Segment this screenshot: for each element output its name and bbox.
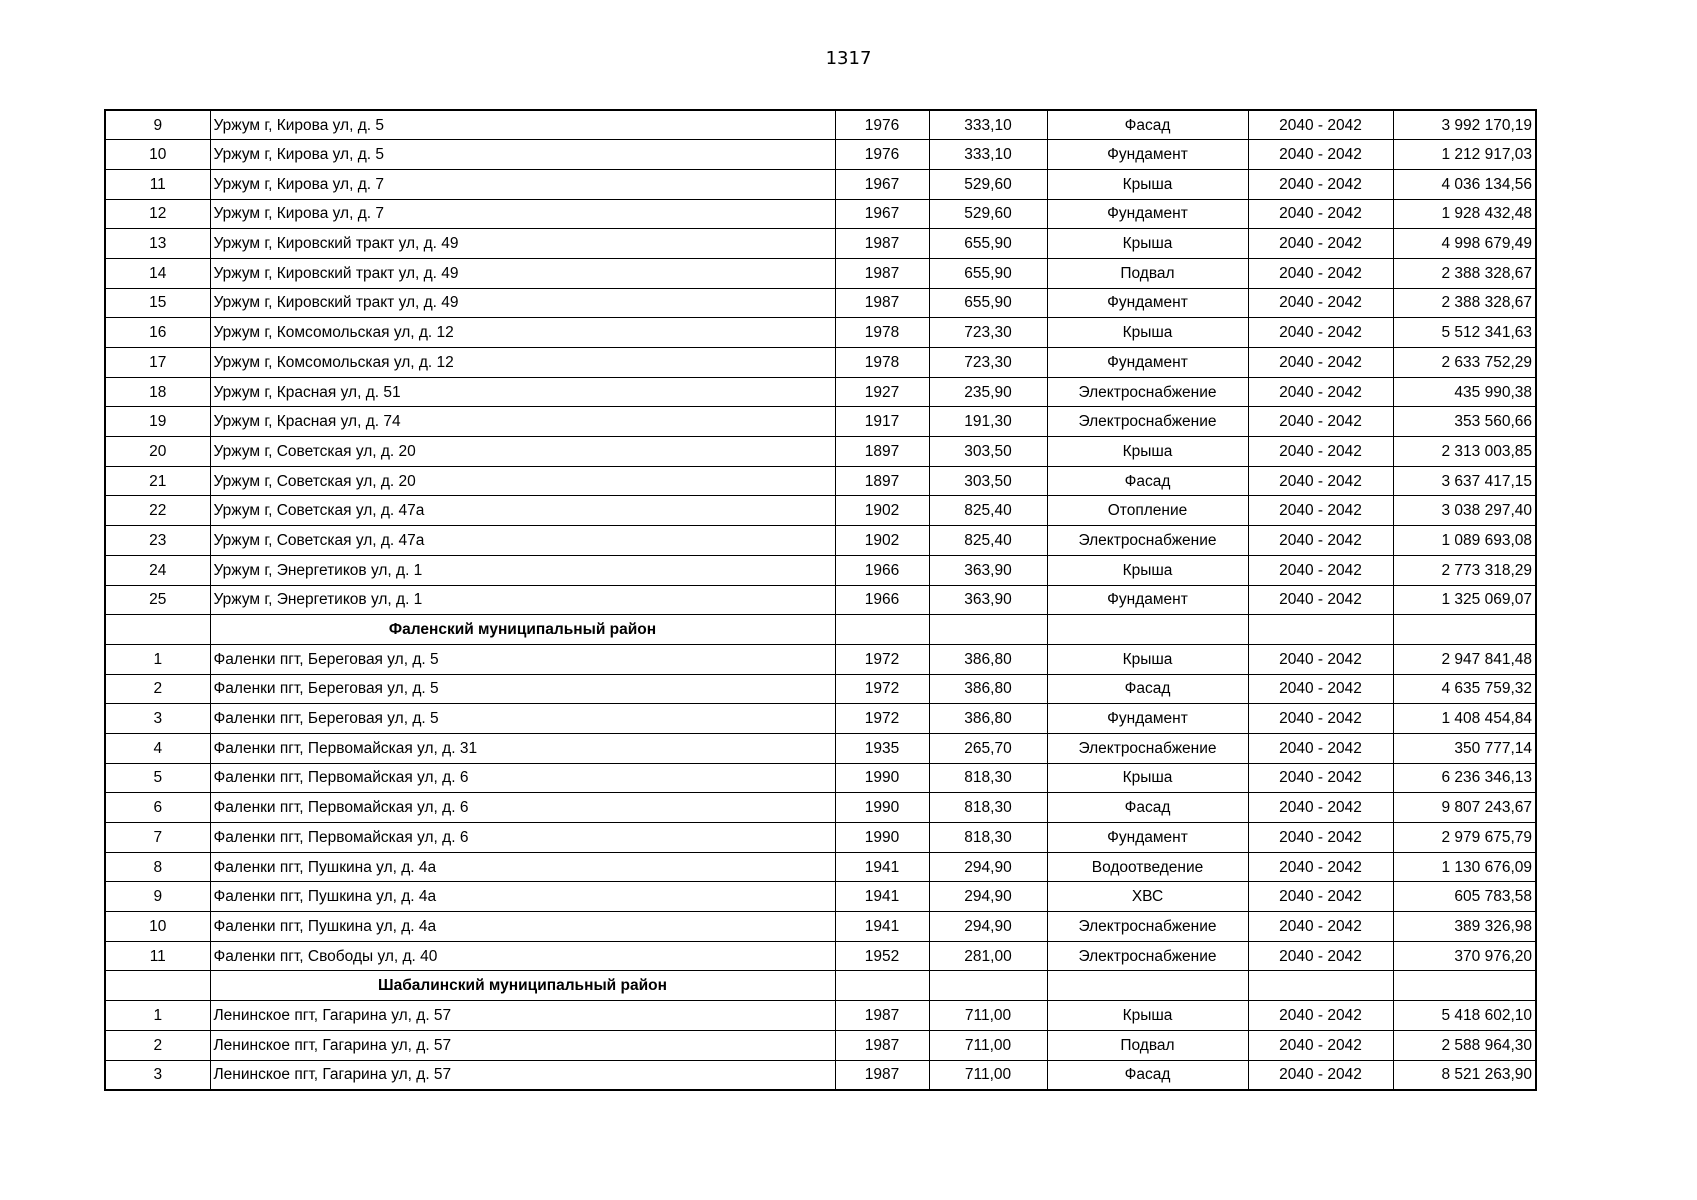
district-title: Фаленский муниципальный район	[210, 615, 835, 645]
table-row	[105, 555, 1536, 585]
cost-cell: 3 992 170,19	[1393, 110, 1536, 140]
area-cell: 711,00	[929, 1060, 1047, 1090]
year-cell: 1987	[835, 1060, 929, 1090]
address-cell: Уржум г, Кировский тракт ул, д. 49	[210, 288, 835, 318]
address-cell: Фаленки пгт, Первомайская ул, д. 6	[210, 793, 835, 823]
row-number-cell: 7	[105, 823, 210, 853]
table-row	[105, 763, 1536, 793]
row-number-cell: 16	[105, 318, 210, 348]
address-cell: Уржум г, Комсомольская ул, д. 12	[210, 318, 835, 348]
table-row	[105, 882, 1536, 912]
table-row	[105, 823, 1536, 853]
area-cell: 818,30	[929, 823, 1047, 853]
work-type-cell: Электроснабжение	[1047, 407, 1248, 437]
section-header-row	[105, 971, 1536, 1001]
table-row	[105, 912, 1536, 942]
cost-cell: 3 637 417,15	[1393, 466, 1536, 496]
year-cell: 1987	[835, 1030, 929, 1060]
address-cell: Фаленки пгт, Пушкина ул, д. 4а	[210, 882, 835, 912]
period-cell: 2040 - 2042	[1248, 793, 1393, 823]
period-cell: 2040 - 2042	[1248, 348, 1393, 378]
table-row	[105, 199, 1536, 229]
address-cell: Фаленки пгт, Береговая ул, д. 5	[210, 644, 835, 674]
cost-cell: 6 236 346,13	[1393, 763, 1536, 793]
work-type-cell: Отопление	[1047, 496, 1248, 526]
area-cell: 825,40	[929, 526, 1047, 556]
period-cell: 2040 - 2042	[1248, 644, 1393, 674]
year-cell: 1917	[835, 407, 929, 437]
row-number-cell: 20	[105, 437, 210, 467]
table-row	[105, 644, 1536, 674]
period-cell: 2040 - 2042	[1248, 110, 1393, 140]
table-row	[105, 169, 1536, 199]
row-number-cell: 4	[105, 733, 210, 763]
row-number-cell: 11	[105, 941, 210, 971]
area-cell: 294,90	[929, 882, 1047, 912]
period-cell: 2040 - 2042	[1248, 941, 1393, 971]
table-row	[105, 852, 1536, 882]
work-type-cell: Фасад	[1047, 1060, 1248, 1090]
address-cell: Фаленки пгт, Свободы ул, д. 40	[210, 941, 835, 971]
address-cell: Уржум г, Советская ул, д. 20	[210, 466, 835, 496]
year-cell: 1935	[835, 733, 929, 763]
work-type-cell: Крыша	[1047, 763, 1248, 793]
area-cell: 294,90	[929, 852, 1047, 882]
work-type-cell: Электроснабжение	[1047, 377, 1248, 407]
year-cell: 1966	[835, 585, 929, 615]
address-cell: Уржум г, Советская ул, д. 47а	[210, 526, 835, 556]
work-type-cell: Крыша	[1047, 169, 1248, 199]
table-body	[105, 110, 1536, 1090]
cost-cell: 2 388 328,67	[1393, 288, 1536, 318]
period-cell: 2040 - 2042	[1248, 496, 1393, 526]
year-cell: 1976	[835, 110, 929, 140]
area-cell: 711,00	[929, 1030, 1047, 1060]
table-row	[105, 407, 1536, 437]
area-cell: 303,50	[929, 466, 1047, 496]
table-row	[105, 348, 1536, 378]
empty-cell	[1248, 615, 1393, 645]
table-row	[105, 733, 1536, 763]
table-row	[105, 1001, 1536, 1031]
area-cell: 723,30	[929, 318, 1047, 348]
address-cell: Ленинское пгт, Гагарина ул, д. 57	[210, 1001, 835, 1031]
area-cell: 281,00	[929, 941, 1047, 971]
empty-cell	[1047, 615, 1248, 645]
work-type-cell: Водоотведение	[1047, 852, 1248, 882]
table-row	[105, 288, 1536, 318]
row-number-cell: 9	[105, 882, 210, 912]
period-cell: 2040 - 2042	[1248, 763, 1393, 793]
address-cell: Уржум г, Энергетиков ул, д. 1	[210, 585, 835, 615]
year-cell: 1941	[835, 852, 929, 882]
area-cell: 265,70	[929, 733, 1047, 763]
year-cell: 1952	[835, 941, 929, 971]
period-cell: 2040 - 2042	[1248, 377, 1393, 407]
table-row	[105, 140, 1536, 170]
work-type-cell: Крыша	[1047, 1001, 1248, 1031]
row-number-cell: 13	[105, 229, 210, 259]
period-cell: 2040 - 2042	[1248, 823, 1393, 853]
table-row	[105, 110, 1536, 140]
row-number-cell: 11	[105, 169, 210, 199]
table-row	[105, 437, 1536, 467]
work-type-cell: Фундамент	[1047, 288, 1248, 318]
year-cell: 1967	[835, 199, 929, 229]
year-cell: 1978	[835, 348, 929, 378]
area-cell: 655,90	[929, 229, 1047, 259]
cost-cell: 2 773 318,29	[1393, 555, 1536, 585]
work-type-cell: Крыша	[1047, 437, 1248, 467]
table-row	[105, 585, 1536, 615]
cost-cell: 2 588 964,30	[1393, 1030, 1536, 1060]
address-cell: Уржум г, Красная ул, д. 74	[210, 407, 835, 437]
work-type-cell: Фундамент	[1047, 704, 1248, 734]
table-row	[105, 229, 1536, 259]
period-cell: 2040 - 2042	[1248, 258, 1393, 288]
work-type-cell: Крыша	[1047, 555, 1248, 585]
period-cell: 2040 - 2042	[1248, 199, 1393, 229]
row-number-cell: 14	[105, 258, 210, 288]
work-type-cell: Фасад	[1047, 793, 1248, 823]
work-type-cell: ХВС	[1047, 882, 1248, 912]
address-cell: Уржум г, Кирова ул, д. 5	[210, 140, 835, 170]
address-cell: Уржум г, Кирова ул, д. 7	[210, 169, 835, 199]
area-cell: 386,80	[929, 704, 1047, 734]
row-number-cell: 10	[105, 140, 210, 170]
table-row	[105, 526, 1536, 556]
address-cell: Фаленки пгт, Береговая ул, д. 5	[210, 704, 835, 734]
table-row	[105, 496, 1536, 526]
year-cell: 1897	[835, 437, 929, 467]
period-cell: 2040 - 2042	[1248, 585, 1393, 615]
cost-cell: 1 325 069,07	[1393, 585, 1536, 615]
period-cell: 2040 - 2042	[1248, 318, 1393, 348]
table-row	[105, 1060, 1536, 1090]
period-cell: 2040 - 2042	[1248, 912, 1393, 942]
period-cell: 2040 - 2042	[1248, 733, 1393, 763]
period-cell: 2040 - 2042	[1248, 674, 1393, 704]
area-cell: 333,10	[929, 140, 1047, 170]
address-cell: Ленинское пгт, Гагарина ул, д. 57	[210, 1060, 835, 1090]
row-number-cell: 21	[105, 466, 210, 496]
area-cell: 529,60	[929, 169, 1047, 199]
work-type-cell: Фундамент	[1047, 140, 1248, 170]
year-cell: 1967	[835, 169, 929, 199]
row-number-cell: 2	[105, 674, 210, 704]
area-cell: 655,90	[929, 258, 1047, 288]
cost-cell: 4 635 759,32	[1393, 674, 1536, 704]
work-type-cell: Крыша	[1047, 644, 1248, 674]
work-type-cell: Фундамент	[1047, 348, 1248, 378]
empty-cell	[929, 971, 1047, 1001]
table-row	[105, 318, 1536, 348]
address-cell: Уржум г, Комсомольская ул, д. 12	[210, 348, 835, 378]
row-number-cell: 17	[105, 348, 210, 378]
period-cell: 2040 - 2042	[1248, 1030, 1393, 1060]
period-cell: 2040 - 2042	[1248, 407, 1393, 437]
cost-cell: 1 408 454,84	[1393, 704, 1536, 734]
cost-cell: 435 990,38	[1393, 377, 1536, 407]
cost-cell: 370 976,20	[1393, 941, 1536, 971]
period-cell: 2040 - 2042	[1248, 437, 1393, 467]
period-cell: 2040 - 2042	[1248, 288, 1393, 318]
area-cell: 386,80	[929, 644, 1047, 674]
page-number: 1317	[825, 48, 872, 69]
area-cell: 363,90	[929, 555, 1047, 585]
row-number-cell: 8	[105, 852, 210, 882]
area-cell: 363,90	[929, 585, 1047, 615]
address-cell: Фаленки пгт, Береговая ул, д. 5	[210, 674, 835, 704]
row-number-cell: 3	[105, 1060, 210, 1090]
cost-cell: 2 979 675,79	[1393, 823, 1536, 853]
period-cell: 2040 - 2042	[1248, 882, 1393, 912]
cost-cell: 4 998 679,49	[1393, 229, 1536, 259]
empty-cell	[1393, 971, 1536, 1001]
area-cell: 386,80	[929, 674, 1047, 704]
year-cell: 1972	[835, 644, 929, 674]
area-cell: 333,10	[929, 110, 1047, 140]
cost-cell: 389 326,98	[1393, 912, 1536, 942]
table-row	[105, 466, 1536, 496]
cost-cell: 5 418 602,10	[1393, 1001, 1536, 1031]
cost-cell: 1 928 432,48	[1393, 199, 1536, 229]
year-cell: 1990	[835, 823, 929, 853]
empty-cell	[105, 615, 210, 645]
cost-cell: 1 212 917,03	[1393, 140, 1536, 170]
area-cell: 818,30	[929, 793, 1047, 823]
cost-cell: 350 777,14	[1393, 733, 1536, 763]
year-cell: 1990	[835, 793, 929, 823]
table-row	[105, 704, 1536, 734]
year-cell: 1966	[835, 555, 929, 585]
year-cell: 1972	[835, 704, 929, 734]
section-header-row	[105, 615, 1536, 645]
year-cell: 1941	[835, 882, 929, 912]
period-cell: 2040 - 2042	[1248, 526, 1393, 556]
row-number-cell: 22	[105, 496, 210, 526]
address-cell: Уржум г, Советская ул, д. 47а	[210, 496, 835, 526]
empty-cell	[835, 971, 929, 1001]
empty-cell	[1248, 971, 1393, 1001]
address-cell: Уржум г, Кирова ул, д. 5	[210, 110, 835, 140]
area-cell: 825,40	[929, 496, 1047, 526]
address-cell: Фаленки пгт, Первомайская ул, д. 6	[210, 823, 835, 853]
year-cell: 1978	[835, 318, 929, 348]
year-cell: 1990	[835, 763, 929, 793]
year-cell: 1941	[835, 912, 929, 942]
row-number-cell: 9	[105, 110, 210, 140]
period-cell: 2040 - 2042	[1248, 1060, 1393, 1090]
year-cell: 1902	[835, 526, 929, 556]
work-type-cell: Фасад	[1047, 110, 1248, 140]
cost-cell: 1 089 693,08	[1393, 526, 1536, 556]
empty-cell	[1047, 971, 1248, 1001]
area-cell: 294,90	[929, 912, 1047, 942]
year-cell: 1897	[835, 466, 929, 496]
year-cell: 1987	[835, 258, 929, 288]
address-cell: Уржум г, Красная ул, д. 51	[210, 377, 835, 407]
empty-cell	[835, 615, 929, 645]
row-number-cell: 25	[105, 585, 210, 615]
work-type-cell: Подвал	[1047, 1030, 1248, 1060]
empty-cell	[105, 971, 210, 1001]
cost-cell: 2 388 328,67	[1393, 258, 1536, 288]
address-cell: Фаленки пгт, Пушкина ул, д. 4а	[210, 912, 835, 942]
work-type-cell: Фасад	[1047, 466, 1248, 496]
period-cell: 2040 - 2042	[1248, 555, 1393, 585]
work-type-cell: Крыша	[1047, 229, 1248, 259]
row-number-cell: 1	[105, 644, 210, 674]
row-number-cell: 5	[105, 763, 210, 793]
area-cell: 723,30	[929, 348, 1047, 378]
address-cell: Фаленки пгт, Первомайская ул, д. 31	[210, 733, 835, 763]
work-type-cell: Электроснабжение	[1047, 526, 1248, 556]
year-cell: 1987	[835, 1001, 929, 1031]
row-number-cell: 6	[105, 793, 210, 823]
work-type-cell: Подвал	[1047, 258, 1248, 288]
table-row	[105, 258, 1536, 288]
cost-cell: 353 560,66	[1393, 407, 1536, 437]
year-cell: 1902	[835, 496, 929, 526]
period-cell: 2040 - 2042	[1248, 229, 1393, 259]
cost-cell: 4 036 134,56	[1393, 169, 1536, 199]
period-cell: 2040 - 2042	[1248, 704, 1393, 734]
address-cell: Уржум г, Советская ул, д. 20	[210, 437, 835, 467]
area-cell: 711,00	[929, 1001, 1047, 1031]
row-number-cell: 1	[105, 1001, 210, 1031]
work-type-cell: Фундамент	[1047, 199, 1248, 229]
area-cell: 235,90	[929, 377, 1047, 407]
area-cell: 303,50	[929, 437, 1047, 467]
cost-cell: 3 038 297,40	[1393, 496, 1536, 526]
period-cell: 2040 - 2042	[1248, 169, 1393, 199]
address-cell: Уржум г, Кирова ул, д. 7	[210, 199, 835, 229]
year-cell: 1972	[835, 674, 929, 704]
period-cell: 2040 - 2042	[1248, 466, 1393, 496]
district-title: Шабалинский муниципальный район	[210, 971, 835, 1001]
address-cell: Уржум г, Кировский тракт ул, д. 49	[210, 258, 835, 288]
cost-cell: 9 807 243,67	[1393, 793, 1536, 823]
work-type-cell: Крыша	[1047, 318, 1248, 348]
cost-cell: 8 521 263,90	[1393, 1060, 1536, 1090]
cost-cell: 2 633 752,29	[1393, 348, 1536, 378]
work-type-cell: Электроснабжение	[1047, 912, 1248, 942]
work-type-cell: Фасад	[1047, 674, 1248, 704]
year-cell: 1976	[835, 140, 929, 170]
year-cell: 1987	[835, 288, 929, 318]
row-number-cell: 15	[105, 288, 210, 318]
table-row	[105, 793, 1536, 823]
address-cell: Ленинское пгт, Гагарина ул, д. 57	[210, 1030, 835, 1060]
area-cell: 191,30	[929, 407, 1047, 437]
row-number-cell: 3	[105, 704, 210, 734]
row-number-cell: 2	[105, 1030, 210, 1060]
table-row	[105, 1030, 1536, 1060]
table-row	[105, 377, 1536, 407]
row-number-cell: 23	[105, 526, 210, 556]
address-cell: Уржум г, Кировский тракт ул, д. 49	[210, 229, 835, 259]
period-cell: 2040 - 2042	[1248, 852, 1393, 882]
year-cell: 1927	[835, 377, 929, 407]
year-cell: 1987	[835, 229, 929, 259]
empty-cell	[929, 615, 1047, 645]
repair-schedule-table	[104, 109, 1537, 1091]
area-cell: 655,90	[929, 288, 1047, 318]
row-number-cell: 10	[105, 912, 210, 942]
period-cell: 2040 - 2042	[1248, 1001, 1393, 1031]
cost-cell: 5 512 341,63	[1393, 318, 1536, 348]
row-number-cell: 19	[105, 407, 210, 437]
table-row	[105, 941, 1536, 971]
cost-cell: 2 313 003,85	[1393, 437, 1536, 467]
area-cell: 818,30	[929, 763, 1047, 793]
cost-cell: 1 130 676,09	[1393, 852, 1536, 882]
address-cell: Уржум г, Энергетиков ул, д. 1	[210, 555, 835, 585]
work-type-cell: Электроснабжение	[1047, 733, 1248, 763]
work-type-cell: Электроснабжение	[1047, 941, 1248, 971]
row-number-cell: 12	[105, 199, 210, 229]
table-row	[105, 674, 1536, 704]
period-cell: 2040 - 2042	[1248, 140, 1393, 170]
address-cell: Фаленки пгт, Пушкина ул, д. 4а	[210, 852, 835, 882]
row-number-cell: 24	[105, 555, 210, 585]
work-type-cell: Фундамент	[1047, 585, 1248, 615]
address-cell: Фаленки пгт, Первомайская ул, д. 6	[210, 763, 835, 793]
area-cell: 529,60	[929, 199, 1047, 229]
work-type-cell: Фундамент	[1047, 823, 1248, 853]
empty-cell	[1393, 615, 1536, 645]
cost-cell: 605 783,58	[1393, 882, 1536, 912]
cost-cell: 2 947 841,48	[1393, 644, 1536, 674]
row-number-cell: 18	[105, 377, 210, 407]
